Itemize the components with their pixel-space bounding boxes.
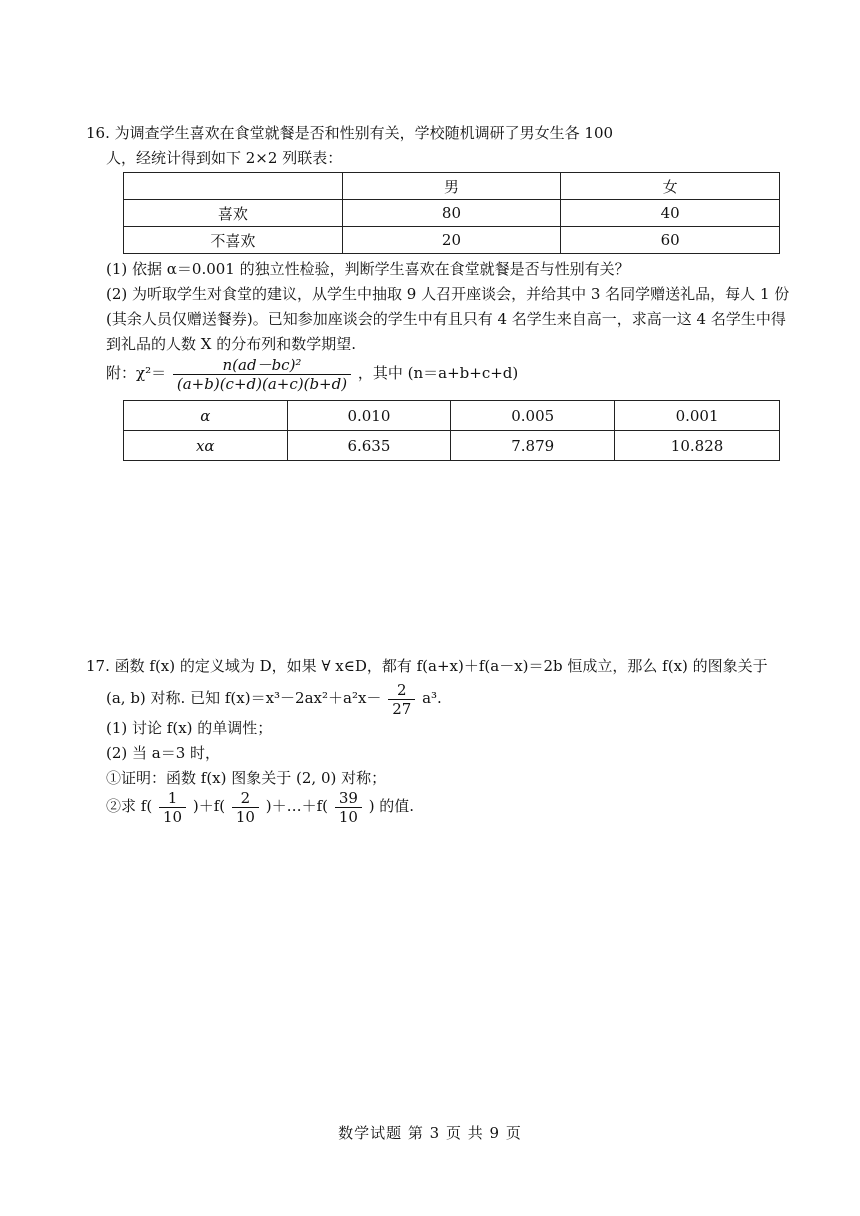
table-cell: 40 bbox=[561, 200, 780, 227]
formula-numerator: n(ad－bc)² bbox=[173, 356, 351, 375]
q17-line2-prefix: (a, b) 对称. 已知 f(x)＝x³－2ax²＋a²x－ bbox=[106, 689, 382, 707]
q17-part2-1: ①证明：函数 f(x) 图象关于 (2, 0) 对称； bbox=[106, 769, 387, 787]
formula-denominator: (a+b)(c+d)(a+c)(b+d) bbox=[176, 374, 348, 393]
table-cell: 0.001 bbox=[615, 401, 780, 431]
q17-line2 bbox=[106, 680, 442, 718]
table-cell: 7.879 bbox=[451, 431, 615, 461]
chi-square-formula bbox=[106, 355, 518, 393]
contingency-table bbox=[123, 172, 780, 254]
q16-part1: (1) 依据 α＝0.001 的独立性检验，判断学生喜欢在食堂就餐是否与性别有关？ bbox=[106, 260, 630, 278]
formula-prefix: 附：χ²＝ bbox=[106, 364, 167, 382]
table-cell: 喜欢 bbox=[124, 200, 343, 227]
table-row bbox=[124, 200, 780, 227]
q17-part1: (1) 讨论 f(x) 的单调性； bbox=[106, 719, 273, 737]
sum-fraction-1 bbox=[159, 789, 186, 826]
q17-fraction-numerator: 2 bbox=[388, 681, 415, 700]
table-header-row bbox=[124, 173, 780, 200]
fraction-numerator: 1 bbox=[159, 789, 186, 808]
q17-fraction bbox=[388, 681, 415, 718]
fraction-denominator: 10 bbox=[235, 807, 255, 826]
sum-mid-1: )＋f( bbox=[192, 797, 226, 815]
sum-prefix: ②求 f( bbox=[106, 797, 153, 815]
table-cell: 10.828 bbox=[615, 431, 780, 461]
q16-line1: 16. 为调查学生喜欢在食堂就餐是否和性别有关，学校随机调研了男女生各 100 bbox=[86, 124, 614, 142]
q16-line2: 人，经统计得到如下 2×2 列联表： bbox=[106, 149, 343, 167]
q16-part2-c: 到礼品的人数 X 的分布列和数学期望. bbox=[106, 335, 356, 353]
q17-fraction-denominator: 27 bbox=[392, 699, 412, 718]
table-row bbox=[124, 431, 780, 461]
q16-part2-a: (2) 为听取学生对食堂的建议，从学生中抽取 9 人召开座谈会，并给其中 3 名同学赠送礼品，每人 1 份 bbox=[106, 285, 790, 303]
q17-line1: 17. 函数 f(x) 的定义域为 D，如果 ∀ x∈D，都有 f(a+x)＋f(a－x)＝2b 恒成立，那么 f(x) 的图象关于 bbox=[86, 657, 768, 675]
q17-line2-suffix: a³. bbox=[422, 689, 442, 707]
sum-mid-2: )＋…＋f( bbox=[265, 797, 329, 815]
fraction-numerator: 39 bbox=[335, 789, 362, 808]
sum-suffix: ) 的值. bbox=[368, 797, 415, 815]
q16-part2-b: (其余人员仅赠送餐券)。已知参加座谈会的学生中有且只有 4 名学生来自高一，求高一这 4 名学生中得 bbox=[106, 310, 786, 328]
critical-value-table bbox=[123, 400, 780, 461]
table-cell: α bbox=[124, 401, 288, 431]
formula-fraction bbox=[173, 356, 351, 393]
table-cell: 男 bbox=[342, 173, 561, 200]
fraction-denominator: 10 bbox=[162, 807, 183, 826]
table-cell: 60 bbox=[561, 227, 780, 254]
table-cell: 不喜欢 bbox=[124, 227, 343, 254]
table-row bbox=[124, 227, 780, 254]
table-cell: xα bbox=[124, 431, 288, 461]
formula-suffix: ，其中 (n＝a+b+c+d) bbox=[357, 364, 519, 382]
page-footer: 数学试题 第 3 页 共 9 页 bbox=[338, 1124, 522, 1142]
table-cell: 0.010 bbox=[287, 401, 451, 431]
table-cell bbox=[124, 173, 343, 200]
table-cell: 女 bbox=[561, 173, 780, 200]
table-cell: 0.005 bbox=[451, 401, 615, 431]
table-cell: 6.635 bbox=[287, 431, 451, 461]
table-cell: 20 bbox=[342, 227, 561, 254]
sum-fraction-2 bbox=[232, 789, 259, 826]
fraction-numerator: 2 bbox=[232, 789, 259, 808]
table-cell: 80 bbox=[342, 200, 561, 227]
q17-part2-2 bbox=[106, 788, 414, 826]
table-row bbox=[124, 401, 780, 431]
q17-part2: (2) 当 a＝3 时， bbox=[106, 744, 221, 762]
sum-fraction-3 bbox=[335, 789, 362, 826]
fraction-denominator: 10 bbox=[338, 807, 358, 826]
